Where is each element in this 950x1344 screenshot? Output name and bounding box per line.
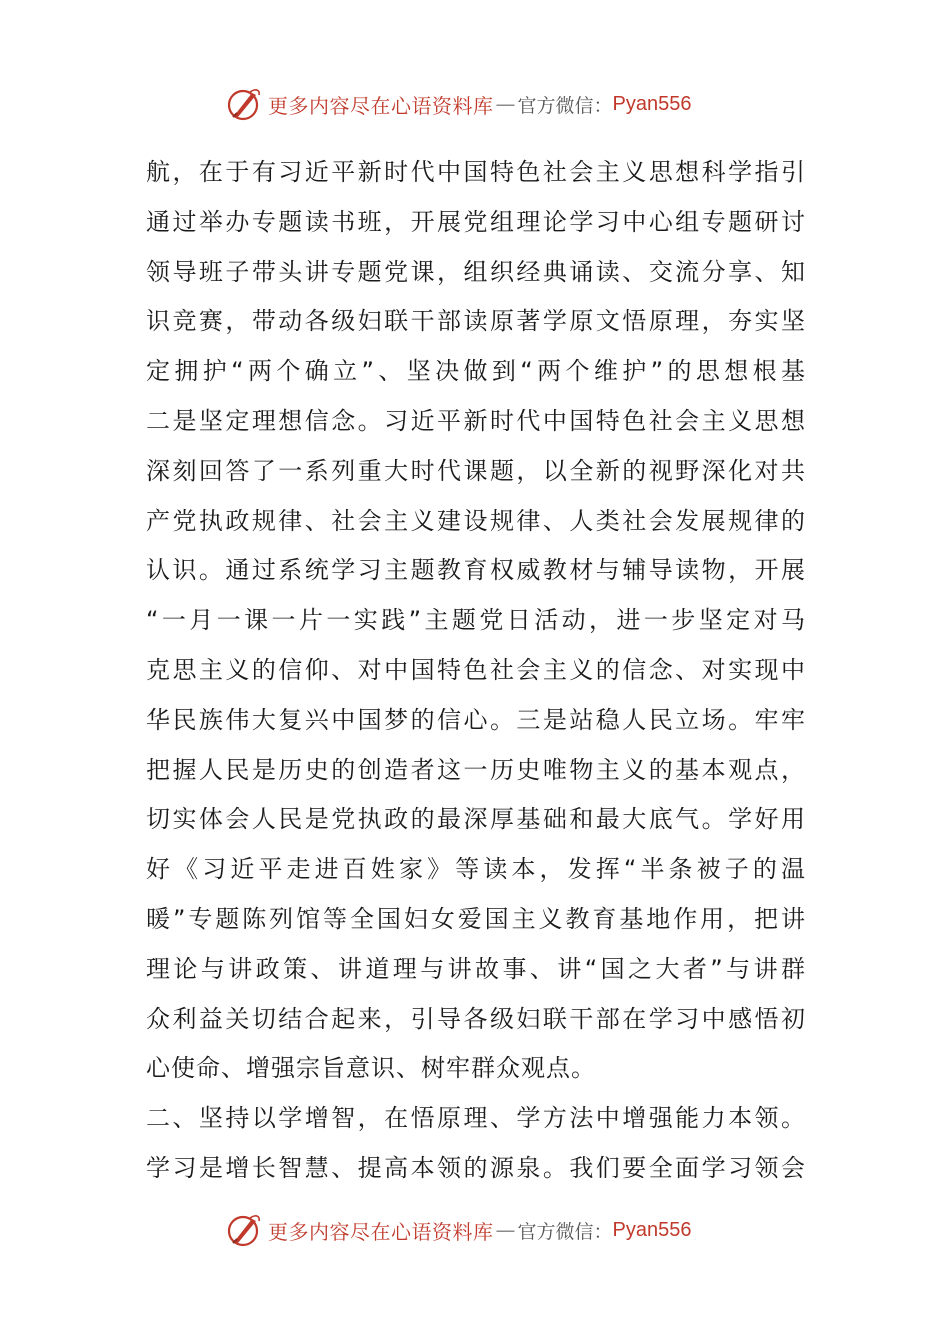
watermark-wechat-label: 官方微信：: [517, 94, 613, 117]
text-line: 华民族伟大复兴中国梦的信心。三是站稳人民立场。牢牢: [146, 705, 806, 734]
text-line: 切实体会人民是党执政的最深厚基础和最大底气。学好用: [146, 805, 806, 834]
text-line: 产党执政规律、社会主义建设规律、人类社会发展规律的: [146, 506, 806, 535]
watermark-footer: [226, 1210, 691, 1250]
text-line: 学习是增长智慧、提高本领的源泉。我们要全面学习领会: [146, 1153, 806, 1182]
watermark-title: 更多内容尽在心语资料库: [268, 93, 494, 118]
watermark-dash: —: [495, 92, 516, 116]
watermark-header: [226, 84, 691, 124]
text-line: “一月一课一片一实践”主题党日活动，进一步坚定对马: [146, 606, 806, 635]
text-line: 暖”专题陈列馆等全国妇女爱国主义教育基地作用，把讲: [146, 904, 806, 933]
text-line: 众利益关切结合起来，引导各级妇联干部在学习中感悟初: [146, 1004, 806, 1033]
text-line: 识竞赛，带动各级妇联干部读原著学原文悟原理，夯实坚: [146, 307, 806, 336]
quill-logo-icon: [226, 86, 262, 122]
quill-logo-icon: [226, 1212, 262, 1248]
text-line: 通过举办专题读书班，开展党组理论学习中心组专题研讨: [146, 207, 806, 236]
text-line: 理论与讲政策、讲道理与讲故事、讲“国之大者”与讲群: [146, 954, 806, 983]
text-line: 好《习近平走进百姓家》等读本，发挥“半条被子的温: [146, 855, 806, 884]
text-line: 深刻回答了一系列重大时代课题，以全新的视野深化对共: [146, 456, 806, 485]
text-line: 克思主义的信仰、对中国特色社会主义的信念、对实现中: [146, 655, 806, 684]
text-line: 认识。通过系统学习主题教育权威教材与辅导读物，开展: [146, 556, 806, 585]
watermark-dash: —: [495, 1218, 516, 1242]
watermark-wechat-label: 官方微信：: [517, 1220, 613, 1243]
text-line: 二是坚定理想信念。习近平新时代中国特色社会主义思想: [146, 406, 806, 435]
watermark-wechat-id: Pyan556: [612, 92, 692, 115]
text-line: 航，在于有习近平新时代中国特色社会主义思想科学指引: [146, 158, 806, 186]
text-line: 领导班子带头讲专题党课，组织经典诵读、交流分享、知: [146, 257, 806, 286]
text-line: 把握人民是历史的创造者这一历史唯物主义的基本观点，: [146, 755, 806, 784]
text-line: 定拥护“两个确立”、坚决做到“两个维护”的思想根基: [146, 357, 806, 386]
document-body: [146, 148, 806, 1194]
watermark-title: 更多内容尽在心语资料库: [268, 1219, 494, 1244]
section-heading: 二、坚持以学增智，在悟原理、学方法中增强能力本领。: [146, 1104, 806, 1133]
text-line: 心使命、增强宗旨意识、树牢群众观点。: [146, 1054, 596, 1083]
watermark-wechat-id: Pyan556: [612, 1218, 692, 1241]
